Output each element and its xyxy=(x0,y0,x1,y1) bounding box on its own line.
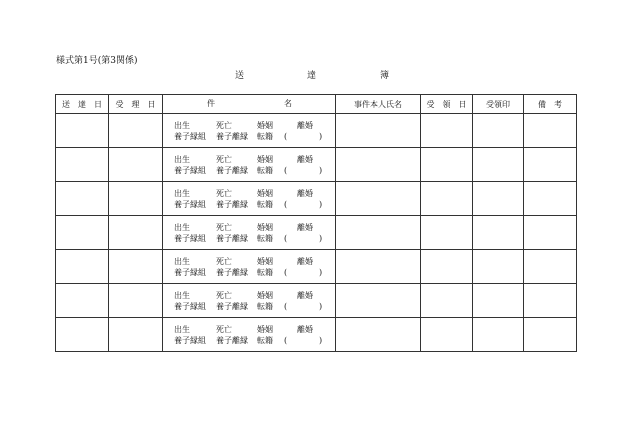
matter-cell[interactable] xyxy=(163,114,336,148)
option-dissolution-adoption: 養子離縁 xyxy=(216,131,248,141)
seal-cell[interactable] xyxy=(473,148,524,182)
form-code: 様式第1号(第3関係) xyxy=(56,56,138,66)
option-adoption: 養子縁組 xyxy=(174,233,206,243)
option-marriage: 婚姻 xyxy=(257,154,273,164)
seal-cell[interactable] xyxy=(473,182,524,216)
header-delivery-date: 送 達 日 xyxy=(56,95,109,114)
person-name-cell[interactable] xyxy=(336,148,421,182)
option-transfer-domicile: 転籍 xyxy=(257,267,273,277)
matter-options-row-2 xyxy=(174,165,335,176)
title-char-1: 送 xyxy=(235,71,245,81)
receipt-date-cell[interactable] xyxy=(109,182,163,216)
matter-options-row-2 xyxy=(174,199,335,210)
delivery-date-cell[interactable] xyxy=(56,318,109,352)
option-marriage: 婚姻 xyxy=(257,324,273,334)
matter-cell[interactable] xyxy=(163,318,336,352)
remarks-cell[interactable] xyxy=(524,148,577,182)
option-close-paren: ) xyxy=(319,335,323,345)
received-date-cell[interactable] xyxy=(421,114,473,148)
title-char-3: 簿 xyxy=(380,71,390,81)
option-marriage: 婚姻 xyxy=(257,256,273,266)
title-char-2: 達 xyxy=(307,71,317,81)
option-divorce: 離婚 xyxy=(297,188,313,198)
option-death: 死亡 xyxy=(216,290,232,300)
option-close-paren: ) xyxy=(319,301,323,311)
option-transfer-domicile: 転籍 xyxy=(257,301,273,311)
table-row xyxy=(56,284,577,318)
receipt-date-cell[interactable] xyxy=(109,148,163,182)
receipt-date-cell[interactable] xyxy=(109,216,163,250)
matter-options xyxy=(174,154,335,176)
seal-cell[interactable] xyxy=(473,284,524,318)
option-close-paren: ) xyxy=(319,233,323,243)
option-transfer-domicile: 転籍 xyxy=(257,131,273,141)
matter-options xyxy=(174,120,335,142)
option-birth: 出生 xyxy=(174,120,190,130)
person-name-cell[interactable] xyxy=(336,182,421,216)
option-birth: 出生 xyxy=(174,188,190,198)
option-marriage: 婚姻 xyxy=(257,120,273,130)
option-divorce: 離婚 xyxy=(297,222,313,232)
remarks-cell[interactable] xyxy=(524,216,577,250)
table-row xyxy=(56,114,577,148)
header-received-date: 受 領 日 xyxy=(421,95,473,114)
header-remarks: 備 考 xyxy=(524,95,577,114)
option-dissolution-adoption: 養子離縁 xyxy=(216,165,248,175)
option-divorce: 離婚 xyxy=(297,120,313,130)
option-open-paren: ( xyxy=(284,199,288,209)
header-receipt-date: 受 理 日 xyxy=(109,95,163,114)
table-row xyxy=(56,250,577,284)
delivery-date-cell[interactable] xyxy=(56,114,109,148)
matter-cell[interactable] xyxy=(163,148,336,182)
remarks-cell[interactable] xyxy=(524,318,577,352)
table-row xyxy=(56,148,577,182)
option-dissolution-adoption: 養子離縁 xyxy=(216,233,248,243)
receipt-date-cell[interactable] xyxy=(109,318,163,352)
person-name-cell[interactable] xyxy=(336,216,421,250)
option-divorce: 離婚 xyxy=(297,290,313,300)
remarks-cell[interactable] xyxy=(524,284,577,318)
option-death: 死亡 xyxy=(216,256,232,266)
remarks-cell[interactable] xyxy=(524,182,577,216)
option-death: 死亡 xyxy=(216,188,232,198)
option-dissolution-adoption: 養子離縁 xyxy=(216,335,248,345)
received-date-cell[interactable] xyxy=(421,182,473,216)
option-open-paren: ( xyxy=(284,131,288,141)
option-close-paren: ) xyxy=(319,131,323,141)
option-divorce: 離婚 xyxy=(297,324,313,334)
option-open-paren: ( xyxy=(284,233,288,243)
seal-cell[interactable] xyxy=(473,216,524,250)
option-open-paren: ( xyxy=(284,301,288,311)
matter-cell[interactable] xyxy=(163,250,336,284)
remarks-cell[interactable] xyxy=(524,114,577,148)
header-person-name: 事件本人氏名 xyxy=(336,95,421,114)
option-marriage: 婚姻 xyxy=(257,188,273,198)
option-death: 死亡 xyxy=(216,222,232,232)
delivery-date-cell[interactable] xyxy=(56,250,109,284)
header-matter-1: 件 xyxy=(207,99,215,108)
option-birth: 出生 xyxy=(174,290,190,300)
option-marriage: 婚姻 xyxy=(257,222,273,232)
matter-options xyxy=(174,188,335,210)
matter-options-row-2 xyxy=(174,233,335,244)
option-death: 死亡 xyxy=(216,120,232,130)
register-table xyxy=(55,94,577,352)
matter-options xyxy=(174,256,335,278)
option-adoption: 養子縁組 xyxy=(174,199,206,209)
option-transfer-domicile: 転籍 xyxy=(257,199,273,209)
option-open-paren: ( xyxy=(284,335,288,345)
option-divorce: 離婚 xyxy=(297,256,313,266)
table-row xyxy=(56,216,577,250)
matter-cell[interactable] xyxy=(163,182,336,216)
matter-options-row-2 xyxy=(174,301,335,312)
document-title xyxy=(0,71,630,83)
received-date-cell[interactable] xyxy=(421,250,473,284)
seal-cell[interactable] xyxy=(473,250,524,284)
matter-options-row-1 xyxy=(174,290,335,301)
receipt-date-cell[interactable] xyxy=(109,114,163,148)
option-transfer-domicile: 転籍 xyxy=(257,335,273,345)
table-row xyxy=(56,318,577,352)
option-marriage: 婚姻 xyxy=(257,290,273,300)
option-adoption: 養子縁組 xyxy=(174,301,206,311)
option-birth: 出生 xyxy=(174,154,190,164)
received-date-cell[interactable] xyxy=(421,318,473,352)
matter-options xyxy=(174,222,335,244)
header-matter-2: 名 xyxy=(284,99,292,108)
person-name-cell[interactable] xyxy=(336,284,421,318)
option-dissolution-adoption: 養子離縁 xyxy=(216,267,248,277)
seal-cell[interactable] xyxy=(473,318,524,352)
option-divorce: 離婚 xyxy=(297,154,313,164)
person-name-cell[interactable] xyxy=(336,250,421,284)
option-open-paren: ( xyxy=(284,165,288,175)
option-death: 死亡 xyxy=(216,154,232,164)
matter-options xyxy=(174,290,335,312)
matter-options-row-1 xyxy=(174,222,335,233)
option-open-paren: ( xyxy=(284,267,288,277)
person-name-cell[interactable] xyxy=(336,318,421,352)
matter-options-row-1 xyxy=(174,256,335,267)
matter-options-row-1 xyxy=(174,324,335,335)
matter-options-row-1 xyxy=(174,154,335,165)
matter-options-row-1 xyxy=(174,188,335,199)
option-close-paren: ) xyxy=(319,199,323,209)
seal-cell[interactable] xyxy=(473,114,524,148)
matter-options-row-2 xyxy=(174,335,335,346)
option-adoption: 養子縁組 xyxy=(174,335,206,345)
header-row xyxy=(56,95,577,114)
matter-options xyxy=(174,324,335,346)
remarks-cell[interactable] xyxy=(524,250,577,284)
person-name-cell[interactable] xyxy=(336,114,421,148)
option-transfer-domicile: 転籍 xyxy=(257,233,273,243)
matter-options-row-1 xyxy=(174,120,335,131)
option-adoption: 養子縁組 xyxy=(174,131,206,141)
option-death: 死亡 xyxy=(216,324,232,334)
register-body xyxy=(56,114,577,352)
receipt-date-cell[interactable] xyxy=(109,250,163,284)
option-birth: 出生 xyxy=(174,324,190,334)
header-seal: 受領印 xyxy=(473,95,524,114)
option-close-paren: ) xyxy=(319,267,323,277)
received-date-cell[interactable] xyxy=(421,148,473,182)
receipt-date-cell[interactable] xyxy=(109,284,163,318)
delivery-date-cell[interactable] xyxy=(56,182,109,216)
delivery-date-cell[interactable] xyxy=(56,216,109,250)
option-birth: 出生 xyxy=(174,222,190,232)
option-dissolution-adoption: 養子離縁 xyxy=(216,301,248,311)
option-adoption: 養子縁組 xyxy=(174,267,206,277)
option-adoption: 養子縁組 xyxy=(174,165,206,175)
header-matter xyxy=(163,95,336,114)
option-dissolution-adoption: 養子離縁 xyxy=(216,199,248,209)
matter-options-row-2 xyxy=(174,267,335,278)
received-date-cell[interactable] xyxy=(421,284,473,318)
table-row xyxy=(56,182,577,216)
option-birth: 出生 xyxy=(174,256,190,266)
delivery-date-cell[interactable] xyxy=(56,284,109,318)
received-date-cell[interactable] xyxy=(421,216,473,250)
option-transfer-domicile: 転籍 xyxy=(257,165,273,175)
option-close-paren: ) xyxy=(319,165,323,175)
matter-cell[interactable] xyxy=(163,216,336,250)
matter-options-row-2 xyxy=(174,131,335,142)
matter-cell[interactable] xyxy=(163,284,336,318)
delivery-date-cell[interactable] xyxy=(56,148,109,182)
